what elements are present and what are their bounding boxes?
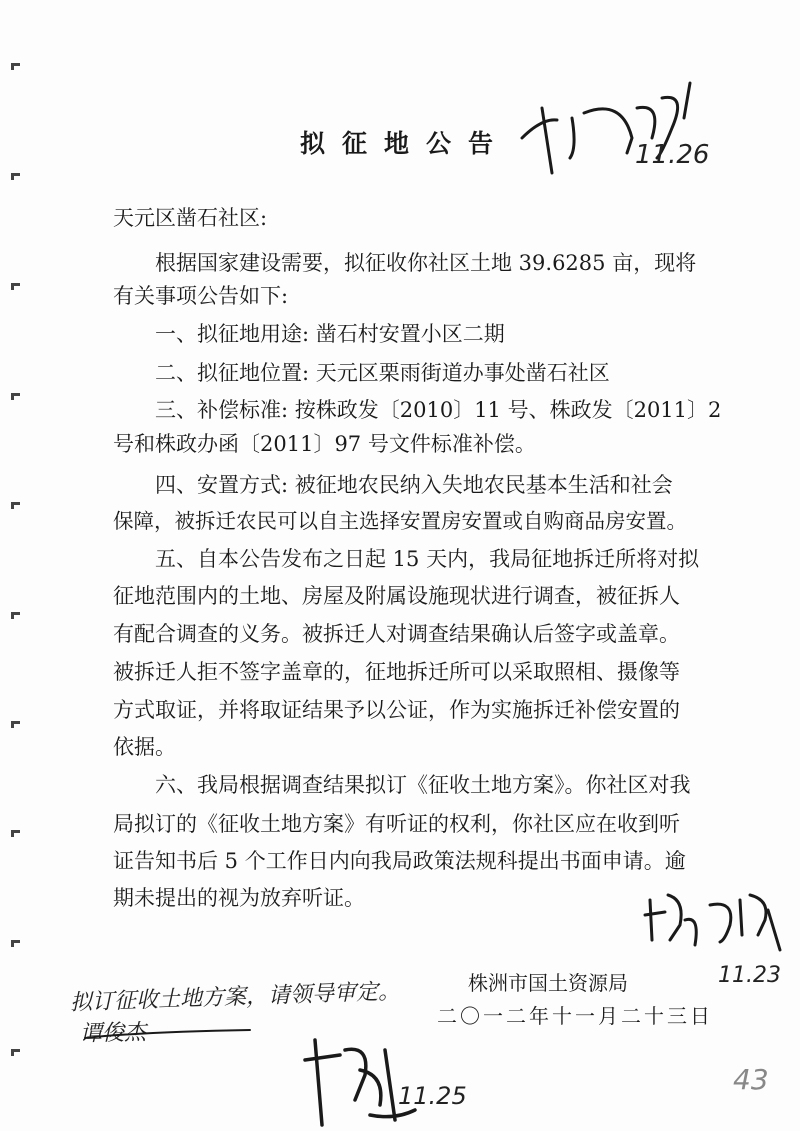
paragraph-line: 期未提出的视为放弃听证。 [113,886,365,910]
binding-mark [11,721,20,728]
issuer-name: 株洲市国土资源局 [468,971,628,995]
paragraph-line: 三、补偿标准: 按株政发〔2010〕11 号、株政发〔2011〕2 [155,398,722,422]
issue-date: 二〇一二年十一月二十三日 [437,1004,713,1028]
paragraph-line: 被拆迁人拒不签字盖章的，征地拆迁所可以采取照相、摄像等 [113,660,680,684]
handwritten-date-middle: 11.23 [718,963,781,988]
binding-mark [11,393,20,400]
strike-through-line [80,1020,260,1050]
paragraph-line: 二、拟征地位置: 天元区栗雨街道办事处凿石社区 [155,361,610,385]
binding-mark [11,830,20,837]
binding-mark [11,283,20,290]
handwritten-date-bottom: 11.25 [398,1082,467,1110]
binding-mark [11,940,20,947]
paragraph-line: 方式取证，并将取证结果予以公证，作为实施拆迁补偿安置的 [113,698,680,722]
handwritten-signature-bottom [300,1030,420,1130]
addressee: 天元区凿石社区: [113,206,268,230]
paragraph-line: 保障，被拆迁农民可以自主选择安置房安置或自购商品房安置。 [113,509,687,533]
handwritten-date-top: 11.26 [635,140,710,170]
paragraph-line: 依据。 [113,735,176,759]
binding-mark [11,63,20,70]
paragraph-line: 一、拟征地用途: 凿石村安置小区二期 [155,322,505,346]
handwritten-signature-middle [640,880,790,960]
paragraph-line: 证告知书后 5 个工作日内向我局政策法规科提出书面申请。逾 [113,849,686,873]
binding-mark [11,173,20,180]
paragraph-line: 根据国家建设需要，拟征收你社区土地 39.6285 亩，现将 [155,251,697,275]
paragraph-line: 有配合调查的义务。被拆迁人对调查结果确认后签字或盖章。 [113,622,680,646]
paragraph-line: 征地范围内的土地、房屋及附属设施现状进行调查，被征拆人 [113,584,680,608]
paragraph-line: 五、自本公告发布之日起 15 天内，我局征地拆迁所将对拟 [155,547,700,571]
paragraph-line: 号和株政办函〔2011〕97 号文件标准补偿。 [113,432,536,456]
paragraph-line: 四、安置方式: 被征地农民纳入失地农民基本生活和社会 [155,473,673,497]
page-number: 43 [733,1063,769,1096]
binding-mark [11,612,20,619]
handwritten-note-signature: 谭俊杰 [79,1020,147,1047]
binding-mark [11,502,20,509]
paragraph-line: 有关事项公告如下: [113,284,289,308]
paragraph-line: 局拟订的《征收土地方案》有听证的权利，你社区应在收到听 [113,812,680,836]
paragraph-line: 六、我局根据调查结果拟订《征收土地方案》。你社区对我 [155,773,691,797]
binding-mark [11,1049,20,1056]
handwritten-note: 拟订征收土地方案，请领导审定。 [69,979,401,1016]
document-title: 拟征地公告 [300,129,511,158]
